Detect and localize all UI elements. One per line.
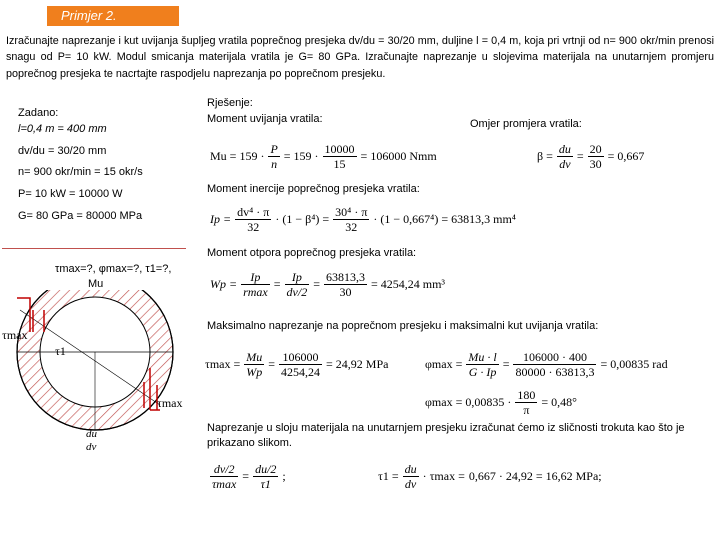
given-power: P= 10 kW = 10000 W [18,188,123,200]
task-text: Izračunajte naprezanje i kut uvijanja šupljeg vratila poprečnog presjeka dv/du = 30/20 mm, duljine l = 0,4 m, koja pri vrtnji od n= 900 okr/min prenosi snagu od P= 10 kW. Modul smicanja materijala vratila je G= 80 GPa. Izračunajte naprezanje u slojevima materijala na unutarnjem promjeru poprečnog presjeka te nacrtajte raspodjelu naprezanja po poprečnom presjeku. [6,35,714,80]
eq-phi-degrees: φmax = 0,00835 · $\frac{180}{\pi}$ = 0,48° [425,388,577,417]
given-title: Zadano: [18,107,59,119]
given-speed: n= 900 okr/min = 15 okr/s [18,166,143,178]
eq-similarity: $\frac{dv/2}{\tau\max}$ = $\frac{du/2}{\tau 1}$ ; [212,462,286,491]
label-du: du [86,428,97,440]
label-dv: dv [86,441,97,453]
divider [2,248,186,249]
inner-label: Naprezanje u sloju materijala na unutarnjem presjeku izračunat ćemo iz sličnosti trokuta kao što je prikazano slikom. [207,422,685,449]
label-tau-max-right: τmax [157,396,183,410]
max-label: Maksimalno naprezanje na poprečnom presjeku i maksimalni kut uvijanja vratila: [207,320,599,332]
resistance-label: Moment otpora poprečnog presjeka vratila: [207,247,417,259]
eq-moment: Mu = 159 · $\frac{P}{n}$ = 159 · $\frac{10000}{15}$ = 106000 Nmm [210,142,437,171]
unknowns: τmax=?, φmax=?, τ1=?, [55,263,172,275]
example-badge: Primjer 2. [47,6,179,26]
given-modulus: G= 80 GPa = 80000 MPa [18,210,143,222]
eq-tau-max: τmax = $\frac{Mu}{Wp}$ = $\frac{106000}{4254,24}$ = 24,92 MPa [205,350,389,379]
given-diameters: dv/du = 30/20 mm [18,145,107,157]
solution-title: Rješenje: [207,97,253,109]
eq-ratio: β = $\frac{du}{dv}$ = $\frac{20}{30}$ = 0,667 [537,142,645,171]
given-length: l=0,4 m = 400 mm [18,123,107,135]
cross-section-figure [0,290,200,470]
eq-phi-max: φmax = $\frac{Mu \cdot l}{G \cdot Ip}$ = $\frac{106000 \cdot 400}{80000 \cdot 63813,3}$ = 0,00835 rad [425,350,668,379]
eq-inertia: Ip = $\frac{\text{dv⁴ · π}}{32}$ · (1 − β⁴) = $\frac{\text{30⁴ · π}}{32}$ · (1 − 0,667⁴) = 63813,3 mm⁴ [210,205,516,234]
inertia-label: Moment inercije poprečnog presjeka vratila: [207,183,420,195]
eq-inner-stress: τ1 = $\frac{du}{dv}$ · τmax = 0,667 · 24,92 = 16,62 MPa; [378,462,602,491]
unknowns-mu: Mu [88,278,104,290]
label-tau-max-left: τmax [2,328,28,342]
label-tau-1: τ1 [55,344,66,358]
moment-label: Moment uvijanja vratila: [207,113,323,125]
ratio-label: Omjer promjera vratila: [470,118,582,130]
eq-resistance: Wp = $\frac{Ip}{rmax}$ = $\frac{Ip}{dv/2}$ = $\frac{63813,3}{30}$ = 4254,24 mm³ [210,270,446,299]
